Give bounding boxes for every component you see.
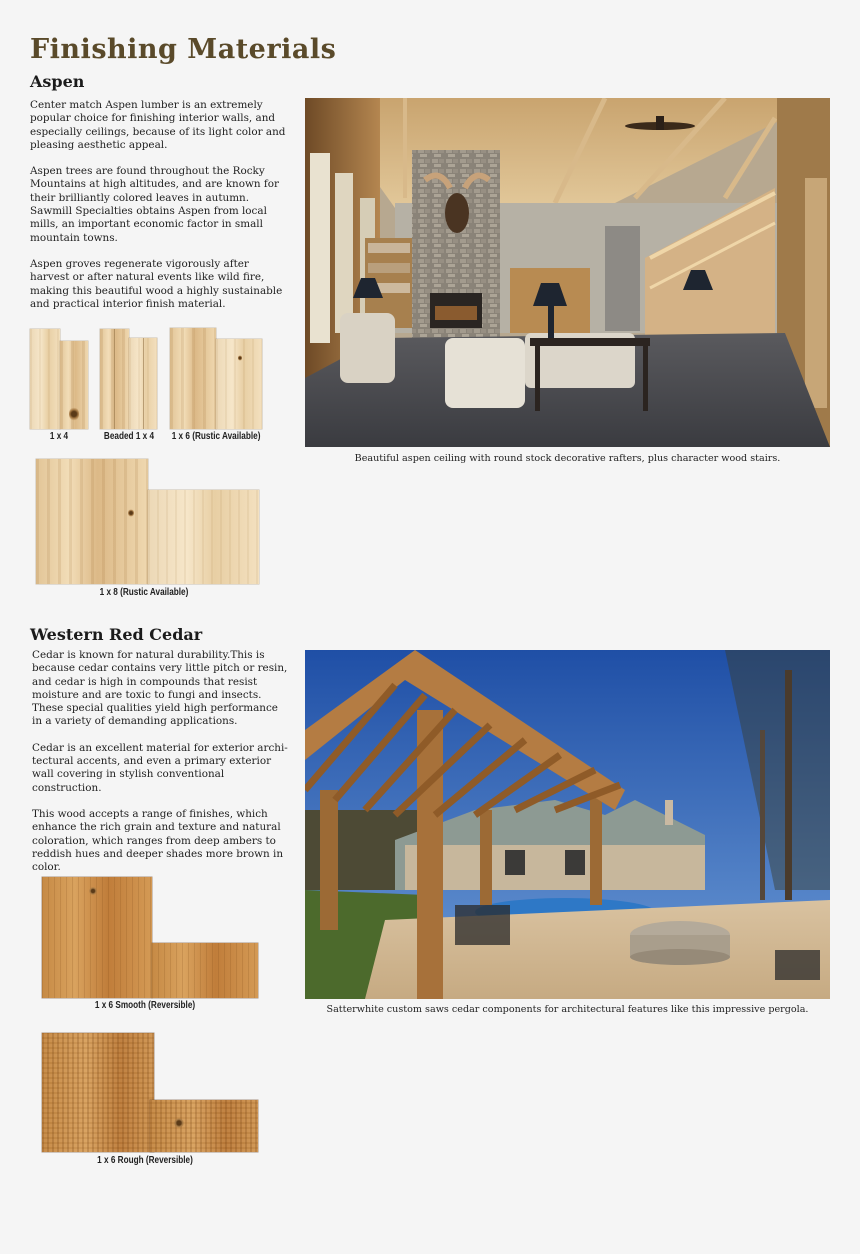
wood-board: [100, 329, 129, 429]
knot-icon: [238, 355, 242, 361]
cedar-paragraph: This wood accepts a range of finishes, which enhance the rich grain and texture and natural coloration, which ranges from deep ambers to reddish hues and deeper shades more brown in color.: [32, 807, 284, 874]
wood-board: [36, 459, 148, 584]
swatch-label: 1 x 6 Rough (Reversible): [97, 1155, 193, 1166]
pergola-illustration: [305, 650, 830, 999]
cedar-description: [32, 649, 288, 874]
wood-board: [148, 490, 259, 584]
knot-icon: [128, 509, 134, 517]
cedar-swatch-smooth: [42, 877, 258, 998]
aspen-paragraph: Center match Aspen lumber is an extremely popular choice for finishing interior walls, and especially ceilings, because of its light color and pleasing aesthetic appeal.: [30, 99, 286, 151]
cedar-paragraph: Cedar is an excellent material for exterior archi-tectural accents, and even a primary exterior wall covering in stylish conventional construction.: [32, 741, 288, 794]
aspen-description: [30, 99, 286, 311]
aspen-swatch-1x4: [30, 329, 88, 429]
wood-board: [42, 1033, 154, 1152]
wood-board: [150, 1100, 258, 1152]
knot-icon: [174, 1118, 184, 1128]
aspen-interior-photo: [305, 98, 830, 447]
cedar-swatch-rough: [42, 1033, 258, 1152]
aspen-swatch-beaded-1x4: [100, 329, 157, 429]
swatch-label: 1 x 4: [49, 431, 69, 442]
swatch-label: 1 x 6 (Rustic Available): [171, 431, 261, 442]
interior-illustration: [305, 98, 830, 447]
swatch-label: Beaded 1 x 4: [103, 431, 155, 442]
cedar-heading: Western Red Cedar: [30, 625, 203, 644]
aspen-photo-caption: Beautiful aspen ceiling with round stock decorative rafters, plus character wood stairs.: [354, 453, 781, 464]
knot-icon: [89, 887, 97, 895]
wood-board: [129, 338, 157, 429]
cedar-pergola-photo: [305, 650, 830, 999]
wood-board: [60, 341, 88, 429]
swatch-label: 1 x 8 (Rustic Available): [99, 587, 189, 598]
page-title: Finishing Materials: [30, 34, 337, 65]
wood-board: [216, 339, 262, 429]
aspen-swatch-1x6: [170, 328, 262, 429]
knot-icon: [69, 407, 79, 421]
wood-board: [170, 328, 216, 429]
wood-board: [30, 329, 60, 429]
aspen-swatch-1x8: [36, 459, 259, 584]
aspen-paragraph: Aspen groves regenerate vigorously after harvest or after natural events like wild fire, making this beautiful wood a highly sustainable and practical interior finish material.: [30, 257, 283, 310]
cedar-photo-caption: Satterwhite custom saws cedar components for architectural features like this impressive pergola.: [326, 1004, 809, 1015]
cedar-paragraph: Cedar is known for natural durability.This is because cedar contains very little pitch or resin, and cedar is high in compounds that resist moisture and are toxic to fungi and insects. These special qualities yield high performance in a variety of demanding applications.: [32, 649, 288, 728]
aspen-paragraph: Aspen trees are found throughout the Rocky Mountains at high altitudes, and are known for their brilliantly colored leaves in autumn. Sawmill Specialties obtains Aspen from local mills, an important economic factor in small mountain towns.: [30, 165, 279, 244]
swatch-label: 1 x 6 Smooth (Reversible): [94, 1000, 196, 1011]
aspen-heading: Aspen: [30, 72, 85, 91]
wood-board: [152, 943, 258, 998]
wood-board: [42, 877, 152, 998]
